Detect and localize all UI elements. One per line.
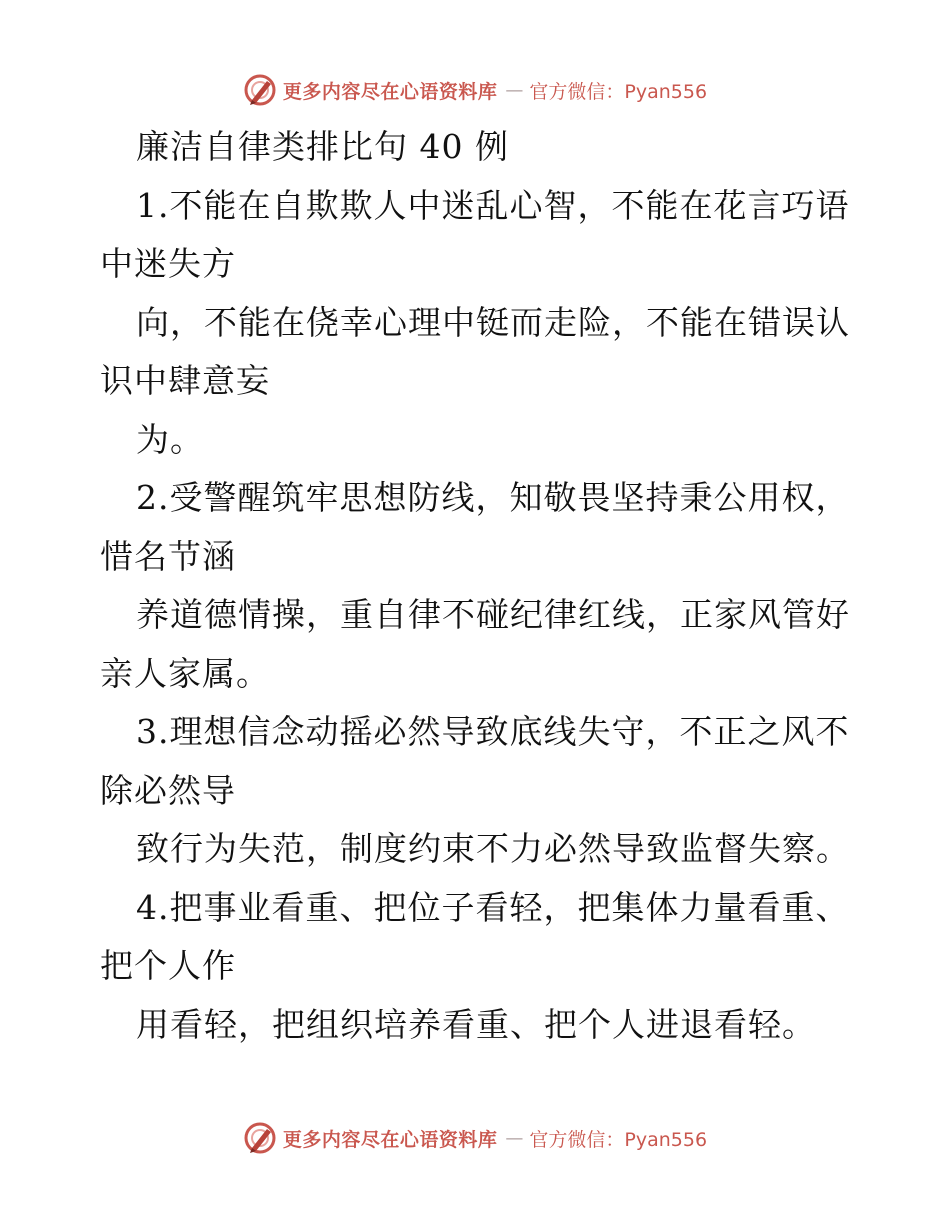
header-watermark	[0, 70, 950, 110]
document-body	[100, 118, 860, 1054]
text-line: 3.理想信念动摇必然导致底线失守，不正之风不	[136, 712, 850, 751]
header-brand-text: 更多内容尽在心语资料库	[282, 80, 498, 103]
header-dash: —	[505, 79, 522, 101]
footer-watermark	[0, 1118, 950, 1158]
footer-wechat-text: 官方微信：Pyan556	[529, 1128, 708, 1151]
text-line: 惜名节涵	[100, 536, 236, 576]
text-line: 除必然导	[100, 770, 236, 810]
text-line: 向，不能在侥幸心理中铤而走险，不能在错误认	[136, 302, 850, 342]
text-line: 中迷失方	[100, 244, 236, 283]
header-wechat-text: 官方微信：Pyan556	[529, 80, 708, 103]
pen-logo-icon	[243, 73, 277, 107]
text-line: 4.把事业看重、把位子看轻，把集体力量看重、	[136, 887, 850, 927]
pen-logo-icon	[243, 1121, 277, 1155]
text-line: 2.受警醒筑牢思想防线，知敬畏坚持秉公用权，	[136, 478, 850, 517]
text-line: 把个人作	[100, 946, 236, 985]
text-line: 致行为失范，制度约束不力必然导致监督失察。	[136, 829, 850, 868]
text-line: 识中肆意妄	[100, 361, 270, 400]
footer-dash: —	[505, 1127, 522, 1149]
footer-brand-text: 更多内容尽在心语资料库	[282, 1128, 498, 1151]
text-line: 为。	[136, 419, 204, 459]
text-line: 养道德情操，重自律不碰纪律红线，正家风管好	[136, 595, 850, 634]
document-title: 廉洁自律类排比句 40 例	[136, 127, 509, 166]
text-line: 用看轻，把组织培养看重、把个人进退看轻。	[136, 1004, 816, 1044]
text-line: 1.不能在自欺欺人中迷乱心智，不能在花言巧语	[136, 185, 850, 225]
text-line: 亲人家属。	[100, 653, 270, 693]
